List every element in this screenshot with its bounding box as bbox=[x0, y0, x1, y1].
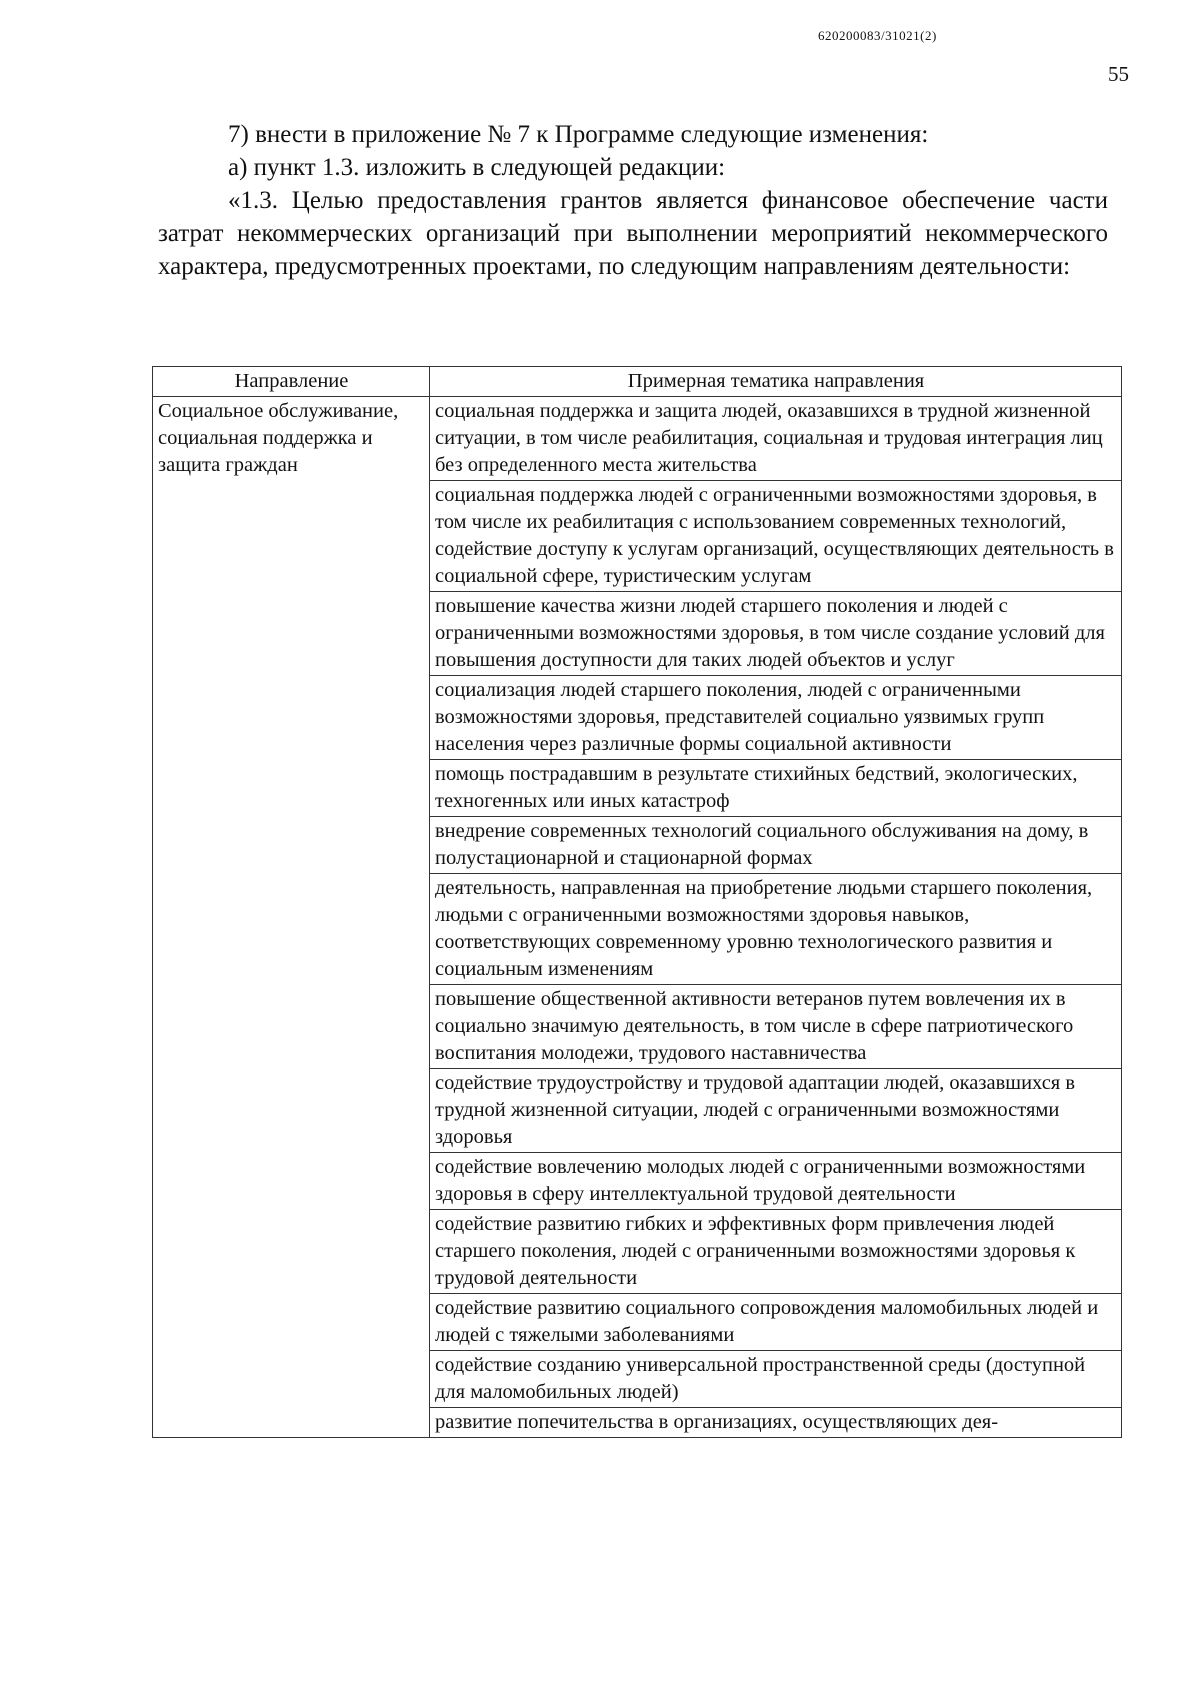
topic-cell: развитие попечительства в организациях, осуществляющих дея- bbox=[430, 1408, 1122, 1438]
document-id: 620200083/31021(2) bbox=[818, 28, 937, 43]
header-topics: Примерная тематика направления bbox=[430, 367, 1122, 397]
table-header-row bbox=[153, 367, 1122, 397]
topic-cell: содействие созданию универсальной пространственной среды (доступной для маломобильных людей) bbox=[430, 1351, 1122, 1408]
topic-cell: содействие развитию гибких и эффективных форм привлечения людей старшего поколения, людей с ограниченными возможностями здоровья к трудовой деятельности bbox=[430, 1210, 1122, 1294]
header-direction: Направление bbox=[153, 367, 430, 397]
topic-cell: социализация людей старшего поколения, людей с ограниченными возможностями здоровья, представителей социально уязвимых групп населения через различные формы социальной активности bbox=[430, 676, 1122, 760]
topic-cell: повышение качества жизни людей старшего поколения и людей с ограниченными возможностями здоровья, в том числе создание условий для повышения доступности для таких людей объектов и услуг bbox=[430, 592, 1122, 676]
direction-cell: Социальное обслуживание, социальная поддержка и защита граждан bbox=[153, 397, 430, 1438]
topic-cell: содействие трудоустройству и трудовой адаптации людей, оказавшихся в трудной жизненной ситуации, людей с ограниченными возможностями здоровья bbox=[430, 1069, 1122, 1153]
topic-cell: внедрение современных технологий социального обслуживания на дому, в полустационарной и стационарной формах bbox=[430, 817, 1122, 874]
topic-cell: социальная поддержка и защита людей, оказавшихся в трудной жизненной ситуации, в том числе реабилитация, социальная и трудовая интеграция лиц без определенного места жительства bbox=[430, 397, 1122, 481]
intro-text bbox=[158, 118, 1108, 283]
page-number: 55 bbox=[1108, 62, 1129, 86]
topic-cell: помощь пострадавшим в результате стихийных бедствий, экологических, техногенных или иных катастроф bbox=[430, 760, 1122, 817]
topic-cell: повышение общественной активности ветеранов путем вовлечения их в социально значимую деятельность, в том числе в сфере патриотического воспитания молодежи, трудового наставничества bbox=[430, 985, 1122, 1069]
table-row bbox=[153, 397, 1122, 481]
intro-line-2: а) пункт 1.3. изложить в следующей редакции: bbox=[228, 154, 726, 181]
topic-cell: содействие вовлечению молодых людей с ограниченными возможностями здоровья в сферу интеллектуальной трудовой деятельности bbox=[430, 1153, 1122, 1210]
intro-line-1: 7) внести в приложение № 7 к Программе следующие изменения: bbox=[228, 121, 929, 148]
intro-paragraph: «1.3. Целью предоставления грантов является финансовое обеспечение части затрат некоммерческих организаций при выполнении мероприятий некоммерческого характера, предусмотренных проектами, по следующим направлениям деятельности: bbox=[158, 187, 1108, 280]
topic-cell: деятельность, направленная на приобретение людьми старшего поколения, людьми с ограниченными возможностями здоровья навыков, соответствующих современному уровню технологического развития и социальным изменениям bbox=[430, 874, 1122, 985]
topic-cell: содействие развитию социального сопровождения маломобильных людей и людей с тяжелыми заболеваниями bbox=[430, 1294, 1122, 1351]
directions-table bbox=[152, 366, 1122, 1438]
topic-cell: социальная поддержка людей с ограниченными возможностями здоровья, в том числе их реабилитация с использованием современных технологий, содействие доступу к услугам организаций, осуществляющих деятельность в социальной сфере, туристическим услугам bbox=[430, 481, 1122, 592]
